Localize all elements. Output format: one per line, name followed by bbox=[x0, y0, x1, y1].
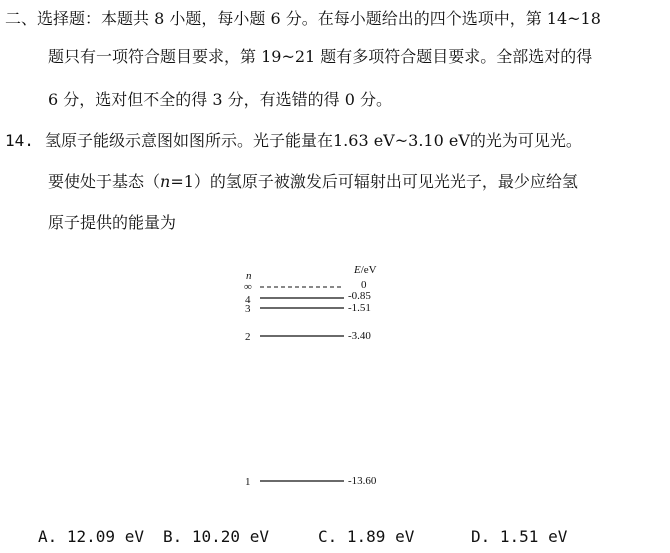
energy-axis-label bbox=[353, 264, 377, 276]
level-3-energy: -1.51 bbox=[348, 302, 371, 314]
option-c[interactable]: C. 1.89 eV bbox=[318, 527, 415, 546]
level-2-n: 2 bbox=[245, 331, 251, 343]
level-2-energy: -3.40 bbox=[348, 330, 371, 342]
section-instructions-line-2: 题只有一项符合题目要求，第 19~21 题有多项符合题目要求。全部选对的得 bbox=[48, 47, 593, 66]
question-line-2 bbox=[48, 172, 578, 192]
level-4-n: 4 bbox=[245, 294, 251, 306]
option-a[interactable]: A. 12.09 eV bbox=[38, 527, 144, 546]
question-text-2-prefix: 要使处于基态（ bbox=[48, 172, 161, 191]
level-4-energy: -0.85 bbox=[348, 290, 371, 302]
n-axis-label: n bbox=[246, 270, 252, 282]
question-text-1: 氢原子能级示意图如图所示。光子能量在1.63 eV~3.10 eV的光为可见光。 bbox=[45, 131, 582, 150]
question-text-2-eq: =1 bbox=[170, 172, 194, 191]
section-instructions-line-1: 二、选择题：本题共 8 小题，每小题 6 分。在每小题给出的四个选项中，第 14~18 bbox=[5, 9, 601, 28]
energy-axis-symbol: E bbox=[354, 264, 361, 276]
energy-level-diagram bbox=[236, 262, 396, 492]
option-b[interactable]: B. 10.20 eV bbox=[163, 527, 269, 546]
question-line-1 bbox=[5, 131, 582, 151]
question-line-3: 原子提供的能量为 bbox=[48, 213, 177, 232]
level-1-n: 1 bbox=[245, 476, 251, 488]
level-1-energy: -13.60 bbox=[348, 475, 377, 487]
question-text-2-n: n bbox=[160, 172, 171, 191]
question-text-2-suffix: ）的氢原子被激发后可辐射出可见光光子，最少应给氢 bbox=[193, 172, 578, 191]
level-inf-n: ∞ bbox=[244, 281, 252, 293]
answer-options bbox=[0, 527, 670, 547]
level-inf-energy: 0 bbox=[361, 279, 367, 291]
question-number: 14. bbox=[5, 131, 34, 150]
energy-axis-unit: /eV bbox=[360, 264, 377, 276]
section-instructions-line-3: 6 分，选对但不全的得 3 分，有选错的得 0 分。 bbox=[48, 90, 392, 109]
option-d[interactable]: D. 1.51 eV bbox=[471, 527, 568, 546]
level-3-n: 3 bbox=[245, 303, 251, 315]
